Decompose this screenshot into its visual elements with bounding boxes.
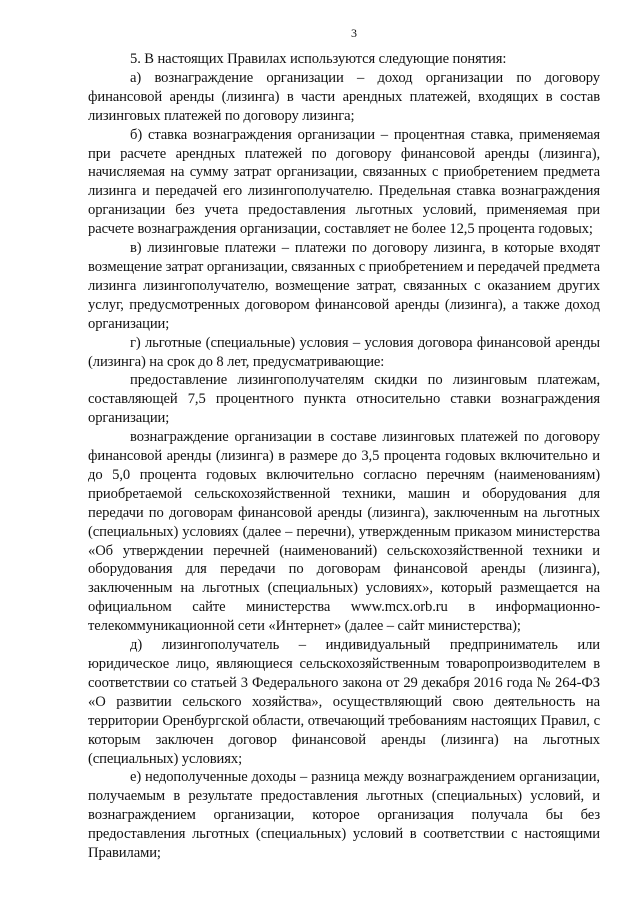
page-number: 3	[351, 26, 357, 40]
paragraph-g-preferential-terms: г) льготные (специальные) условия – условия договора финансовой аренды (лизинга) на срок до 8 лет, предусматривающие:	[88, 334, 600, 370]
paragraph-b-rate: б) ставка вознаграждения организации – процентная ставка, применяемая при расчете арендных платежей по договору финансовой аренды (лизинга), начисляемая на сумму затрат организации, связанных с приобретением предмета лизинга и передачей его лизингополучателю. Предельная ставка вознаграждения организации без учета предоставления льготных условий, применяемая при расчете вознаграждения организации, составляет не более 12,5 процента годовых;	[88, 126, 600, 238]
paragraph-v-leasing-payments: в) лизинговые платежи – платежи по договору лизинга, в которые входят возмещение затрат организации, связанных с приобретением и передачей предмета лизинга лизингополучателю, возмещение затрат, связанных с оказанием других услуг, предусмотренных договором финансовой аренды (лизинга), а также доход организации;	[88, 240, 600, 332]
paragraph-reward-percent: вознаграждение организации в составе лизинговых платежей по договору финансовой аренды (лизинга) в размере до 3,5 процента годовых включительно и до 5,0 процента годовых включительно согласно перечням (наименованиям) приобретаемой сельскохозяйственной техники, машин и оборудования для передачи по договорам финансовой аренды (лизинга), заключенным на льготных (специальных) условиях (далее – перечни), утвержденным приказом министерства «Об утверждении перечней (наименований) сельскохозяйственной техники и оборудования для передачи по договорам финансовой аренды (лизинга), заключенным на льготных (специальных) условиях», который размещается на официальном сайте министерства www.mcx.orb.ru в информационно-телекоммуникационной сети «Интернет» (далее – сайт министерства);	[88, 429, 600, 635]
paragraph-discount: предоставление лизингополучателям скидки по лизинговым платежам, составляющей 7,5 процентного пункта относительно ставки вознаграждения организации;	[88, 372, 600, 427]
paragraph-definitions-intro: 5. В настоящих Правилах используются следующие понятия:	[130, 51, 507, 67]
paragraph-d-lessee: д) лизингополучатель – индивидуальный предприниматель или юридическое лицо, являющиеся сельскохозяйственным товаропроизводителем в соответствии со статьей 3 Федерального закона от 29 декабря 2016 года № 264-ФЗ «О развитии сельского хозяйства», осуществляющий свою деятельность на территории Оренбургской области, отвечающий требованиям настоящих Правил, с которым заключен договор финансовой аренды (лизинга) на льготных (специальных) условиях;	[88, 637, 600, 767]
paragraph-a-reward: а) вознаграждение организации – доход организации по договору финансовой аренды (лизинга) в части арендных платежей, входящих в состав лизинговых платежей по договору лизинга;	[88, 69, 600, 124]
paragraph-e-lost-income: е) недополученные доходы – разница между вознаграждением организации, получаемым в результате предоставления льготных (специальных) условий, и вознаграждением организации, которое организация получала бы без предоставления льготных (специальных) условий в соответствии с настоящими Правилами;	[88, 769, 600, 862]
